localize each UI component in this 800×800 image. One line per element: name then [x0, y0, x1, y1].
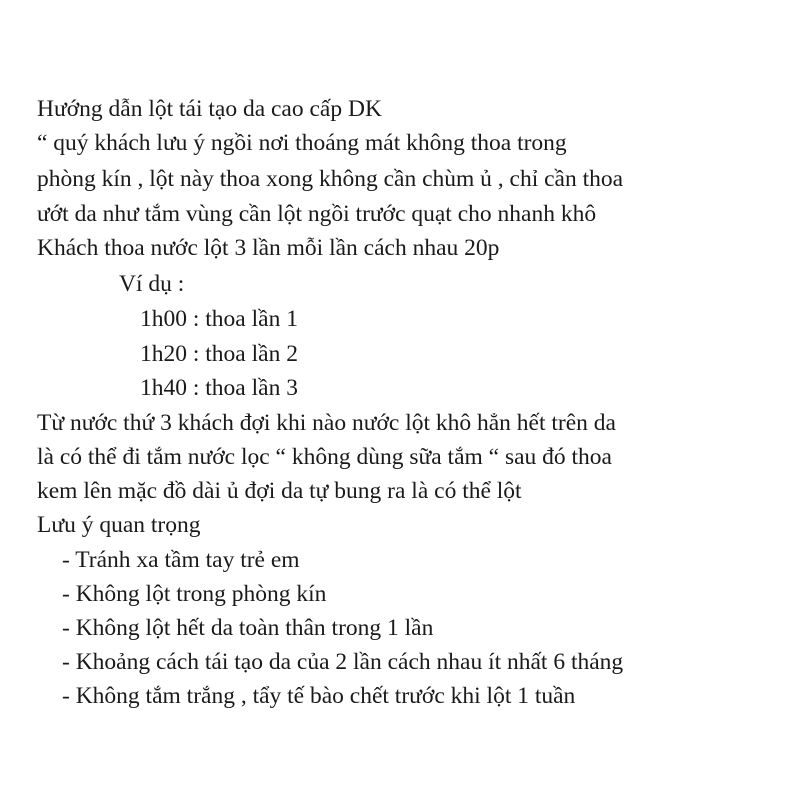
- after-line: là có thể đi tắm nước lọc “ không dùng sữa tắm “ sau đó thoa: [37, 444, 612, 470]
- document-title: Hướng dẫn lột tái tạo da cao cấp DK: [37, 96, 382, 122]
- intro-line: Khách thoa nước lột 3 lần mỗi lần cách nhau 20p: [37, 235, 500, 261]
- intro-line: “ quý khách lưu ý ngồi nơi thoáng mát không thoa trong: [37, 130, 567, 156]
- note-item: - Tránh xa tầm tay trẻ em: [62, 547, 300, 573]
- note-item: - Không lột trong phòng kín: [62, 581, 327, 607]
- notes-heading: Lưu ý quan trọng: [37, 512, 201, 538]
- intro-line: ướt da như tắm vùng cần lột ngồi trước quạt cho nhanh khô: [37, 201, 597, 227]
- note-item: - Khoảng cách tái tạo da của 2 lần cách nhau ít nhất 6 tháng: [62, 649, 624, 675]
- example-item: 1h20 : thoa lần 2: [140, 341, 298, 367]
- after-line: kem lên mặc đồ dài ủ đợi da tự bung ra là có thể lột: [37, 478, 522, 504]
- note-item: - Không lột hết da toàn thân trong 1 lần: [62, 615, 434, 641]
- example-item: 1h00 : thoa lần 1: [140, 306, 298, 332]
- after-line: Từ nước thứ 3 khách đợi khi nào nước lột khô hẳn hết trên da: [37, 410, 616, 436]
- example-item: 1h40 : thoa lần 3: [140, 375, 298, 401]
- note-item: - Không tắm trắng , tẩy tế bào chết trước khi lột 1 tuần: [62, 683, 576, 709]
- example-label: Ví dụ :: [119, 271, 185, 297]
- intro-line: phòng kín , lột này thoa xong không cần chùm ủ , chỉ cần thoa: [37, 166, 624, 192]
